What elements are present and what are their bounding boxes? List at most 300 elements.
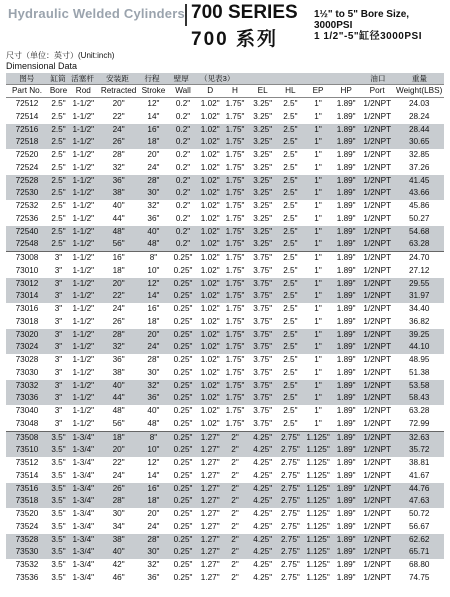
table-cell: 1-3/4" [72, 483, 95, 493]
table-cell: 1.89" [336, 393, 356, 403]
table-cell: 3.5" [51, 483, 66, 493]
table-cell: 73020 [15, 329, 39, 339]
table-cell: 2.5" [51, 226, 66, 236]
table-cell: 36" [147, 572, 160, 582]
table-row [6, 508, 444, 521]
table-cell: 1.75" [225, 316, 245, 326]
table-cell: 73528 [15, 534, 39, 544]
table-cell: 8" [149, 253, 158, 262]
table-cell: 62.62 [408, 534, 430, 544]
table-cell: 18" [147, 496, 160, 506]
table-cell: 2.5" [51, 213, 66, 223]
table-cell: 1.89" [336, 150, 356, 159]
table-cell: 2.5" [283, 213, 298, 223]
table-cell: 2.75" [280, 432, 300, 442]
table-cell: 24.70 [408, 253, 430, 262]
table-cell: 73012 [15, 278, 39, 288]
table-cell: 1.89" [336, 316, 356, 326]
header-cell-cn [224, 73, 250, 84]
table-cell: 0.25" [173, 572, 193, 582]
table-cell: 0.25" [173, 534, 193, 544]
table-cell: 1.02" [200, 304, 220, 313]
header-cell-cn: 安装距 [106, 74, 129, 83]
table-cell: 1.02" [200, 253, 220, 262]
table-cell: 3.5" [51, 470, 66, 480]
table-cell: 16" [147, 483, 160, 493]
table-cell: 20" [112, 445, 125, 455]
table-cell: 1.02" [200, 124, 220, 134]
table-cell: 1.125" [306, 483, 330, 493]
table-cell: 0.25" [173, 418, 193, 428]
table-cell: 1.75" [225, 406, 245, 415]
table-cell: 1-3/4" [72, 572, 95, 582]
table-cell: 1.02" [200, 213, 220, 223]
table-cell: 2" [231, 534, 239, 544]
table-header-en [6, 84, 444, 98]
table-cell: 3" [54, 265, 63, 275]
table-cell: 4.25" [253, 521, 273, 531]
table-cell: 2.5" [283, 304, 298, 313]
table-cell: 3" [54, 380, 63, 390]
table-cell: 34.40 [408, 304, 430, 313]
table-row [6, 238, 444, 251]
table-cell: 1.89" [336, 458, 356, 467]
table-cell: 1.75" [225, 188, 245, 198]
table-row [6, 341, 444, 354]
table-cell: 1" [314, 355, 322, 364]
table-cell: 1.27" [200, 432, 220, 442]
table-cell: 2" [231, 572, 239, 582]
table-cell: 73508 [15, 432, 39, 442]
table-cell: 30" [147, 547, 160, 557]
table-cell: 1" [314, 380, 322, 390]
table-cell: 28" [112, 150, 125, 159]
table-cell: 1-1/2" [72, 380, 95, 390]
table-cell: 3.75" [253, 367, 273, 377]
table-cell: 1-3/4" [72, 445, 95, 455]
table-cell: 1-1/2" [72, 188, 95, 198]
table-cell: 1-1/2" [72, 239, 95, 249]
table-cell: 24" [112, 304, 125, 313]
table-cell: 36.82 [408, 316, 430, 326]
table-cell: 3.75" [253, 304, 273, 313]
table-cell: 20" [112, 278, 125, 288]
table-cell: 3.25" [253, 162, 273, 172]
table-cell: 16" [147, 124, 160, 134]
table-cell: 30.65 [408, 137, 430, 147]
table-cell: 2.5" [283, 265, 298, 275]
table-cell: 1.89" [336, 137, 356, 147]
table-cell: 1.89" [336, 201, 356, 210]
table-cell: 1-1/2" [72, 342, 95, 352]
table-cell: 1.02" [200, 393, 220, 403]
table-cell: 72512 [15, 99, 39, 108]
table-cell: 1/2NPT [363, 201, 392, 210]
table-cell: 1-1/2" [72, 111, 95, 121]
table-cell: 3.75" [253, 393, 273, 403]
table-cell: 1.89" [336, 355, 356, 364]
table-cell: 2.75" [280, 521, 300, 531]
table-cell: 1/2NPT [363, 560, 392, 569]
table-cell: 0.25" [173, 380, 193, 390]
table-cell: 1.125" [306, 521, 330, 531]
table-cell: 72536 [15, 213, 39, 223]
table-cell: 3.75" [253, 380, 273, 390]
table-cell: 1/2NPT [363, 445, 392, 455]
table-cell: 73036 [15, 393, 39, 403]
table-cell: 0.25" [173, 470, 193, 480]
table-cell: 2.5" [51, 150, 66, 159]
table-cell: 3.25" [253, 188, 273, 198]
table-cell: 2.5" [51, 201, 66, 210]
table-cell: 2" [231, 521, 239, 531]
table-cell: 1/2NPT [363, 534, 392, 544]
table-cell: 1/2NPT [363, 496, 392, 506]
table-cell: 3.75" [253, 418, 273, 428]
header-cell-en: Rod [75, 86, 91, 95]
table-cell: 3.25" [253, 213, 273, 223]
table-cell: 3.5" [51, 432, 66, 442]
table-cell: 0.25" [173, 483, 193, 493]
table-cell: 1-1/2" [72, 406, 95, 415]
table-cell: 1.75" [225, 342, 245, 352]
table-cell: 28" [147, 175, 160, 185]
table-row [6, 175, 444, 188]
table-cell: 16" [112, 253, 125, 262]
table-cell: 2.5" [283, 367, 298, 377]
table-cell: 1.89" [336, 188, 356, 198]
table-cell: 2.5" [283, 329, 298, 339]
table-cell: 39.25 [408, 329, 430, 339]
header-cell-cn [250, 73, 278, 84]
table-cell: 18" [147, 316, 160, 326]
table-cell: 3.75" [253, 278, 273, 288]
table-cell: 0.25" [173, 496, 193, 506]
table-cell: 0.25" [173, 265, 193, 275]
header-cell-en: Bore [49, 86, 68, 95]
table-cell: 56.67 [408, 521, 430, 531]
table-cell: 2.5" [283, 201, 298, 210]
table-cell: 1/2NPT [363, 162, 392, 172]
header-cell-en: EP [312, 86, 324, 95]
table-cell: 32" [147, 201, 160, 210]
table-cell: 2.5" [51, 239, 66, 249]
table-cell: 40" [147, 226, 160, 236]
header-cell-cn: 壁厚 [173, 74, 189, 83]
table-cell: 2.5" [283, 124, 298, 134]
table-row [6, 213, 444, 226]
unit-label: 尺寸（单位：英寸）(Unit:inch) [6, 51, 115, 60]
table-cell: 32.63 [408, 432, 430, 442]
table-cell: 0.2" [175, 124, 191, 134]
table-cell: 1" [314, 342, 322, 352]
table-cell: 48.95 [408, 355, 430, 364]
table-cell: 4.25" [253, 509, 273, 518]
table-cell: 1.89" [336, 226, 356, 236]
table-cell: 1.89" [336, 175, 356, 185]
table-cell: 37.26 [408, 162, 430, 172]
table-row [6, 111, 444, 124]
table-cell: 72530 [15, 188, 39, 198]
table-cell: 1.89" [336, 380, 356, 390]
table-cell: 1/2NPT [363, 253, 392, 262]
table-cell: 1-3/4" [72, 432, 95, 442]
table-cell: 3.75" [253, 253, 273, 262]
table-cell: 0.2" [175, 188, 191, 198]
table-cell: 1/2NPT [363, 188, 392, 198]
table-cell: 40" [112, 201, 125, 210]
table-cell: 50.72 [408, 509, 430, 518]
table-cell: 28.44 [408, 124, 430, 134]
header-divider [185, 4, 187, 26]
table-cell: 4.25" [253, 458, 273, 467]
table-cell: 2.5" [283, 316, 298, 326]
table-cell: 1.75" [225, 201, 245, 210]
table-cell: 0.2" [175, 201, 191, 210]
table-cell: 32.85 [408, 150, 430, 159]
table-cell: 2.75" [280, 534, 300, 544]
table-cell: 0.25" [173, 304, 193, 313]
table-cell: 35.72 [408, 445, 430, 455]
table-cell: 73536 [15, 572, 39, 582]
table-cell: 38.81 [408, 458, 430, 467]
table-row [6, 367, 444, 380]
table-cell: 2" [231, 432, 239, 442]
table-cell: 1.125" [306, 534, 330, 544]
table-cell: 1-3/4" [72, 470, 95, 480]
table-cell: 0.25" [173, 316, 193, 326]
table-cell: 0.25" [173, 445, 193, 455]
table-cell: 18" [147, 137, 160, 147]
table-cell: 1" [314, 239, 322, 249]
table-cell: 3.5" [51, 509, 66, 518]
table-cell: 1.75" [225, 253, 245, 262]
table-cell: 28" [147, 355, 160, 364]
table-row [6, 162, 444, 175]
table-cell: 3.25" [253, 150, 273, 159]
table-cell: 73030 [15, 367, 39, 377]
table-cell: 1.89" [336, 124, 356, 134]
table-cell: 46" [112, 572, 125, 582]
table-body [6, 98, 444, 585]
table-cell: 3.75" [253, 316, 273, 326]
table-cell: 3.25" [253, 226, 273, 236]
header-cell-cn [333, 73, 360, 84]
table-cell: 0.2" [175, 137, 191, 147]
table-cell: 3.25" [253, 99, 273, 108]
table-cell: 54.68 [408, 226, 430, 236]
table-cell: 2.5" [51, 162, 66, 172]
table-cell: 0.25" [173, 458, 193, 467]
table-cell: 48" [147, 418, 160, 428]
table-cell: 1/2NPT [363, 304, 392, 313]
table-cell: 12" [147, 458, 160, 467]
table-cell: 14" [147, 111, 160, 121]
table-cell: 1/2NPT [363, 124, 392, 134]
table-row [6, 534, 444, 547]
table-cell: 2.5" [51, 137, 66, 147]
table-cell: 1.89" [336, 213, 356, 223]
table-cell: 1.89" [336, 367, 356, 377]
table-cell: 20" [112, 99, 125, 108]
table-cell: 1" [314, 367, 322, 377]
table-cell: 4.25" [253, 445, 273, 455]
table-row [6, 187, 444, 200]
table-cell: 1" [314, 201, 322, 210]
table-cell: 73518 [15, 496, 39, 506]
table-cell: 1.02" [200, 329, 220, 339]
table-cell: 3" [54, 355, 63, 364]
table-cell: 1-1/2" [72, 304, 95, 313]
table-cell: 1.02" [200, 162, 220, 172]
table-cell: 1/2NPT [363, 432, 392, 442]
table-cell: 3" [54, 291, 63, 301]
header-cell-cn: （见表3） [199, 74, 235, 83]
header-cell-cn: 油口 [370, 74, 386, 83]
table-row [6, 431, 444, 445]
table-cell: 1/2NPT [363, 483, 392, 493]
table-cell: 2.5" [283, 150, 298, 159]
table-cell: 0.25" [173, 521, 193, 531]
table-cell: 2.5" [283, 162, 298, 172]
table-cell: 53.58 [408, 380, 430, 390]
table-cell: 2.5" [51, 111, 66, 121]
table-cell: 3.5" [51, 534, 66, 544]
table-cell: 1.27" [200, 547, 220, 557]
table-cell: 63.28 [408, 239, 430, 249]
table-cell: 3.5" [51, 496, 66, 506]
table-cell: 1/2NPT [363, 213, 392, 223]
header-cell-en: EL [257, 86, 268, 95]
table-cell: 1-1/2" [72, 253, 95, 262]
table-cell: 32" [112, 162, 125, 172]
table-cell: 1/2NPT [363, 316, 392, 326]
table-cell: 44" [112, 393, 125, 403]
table-row [6, 278, 444, 291]
table-cell: 2.5" [283, 188, 298, 198]
table-cell: 3.5" [51, 521, 66, 531]
table-cell: 1.75" [225, 393, 245, 403]
table-cell: 4.25" [253, 534, 273, 544]
table-cell: 28.24 [408, 111, 430, 121]
table-row [6, 354, 444, 367]
table-cell: 29.55 [408, 278, 430, 288]
table-cell: 0.25" [173, 253, 193, 262]
table-cell: 1.02" [200, 291, 220, 301]
table-cell: 4.25" [253, 496, 273, 506]
table-cell: 2.5" [283, 111, 298, 121]
table-cell: 68.80 [408, 560, 430, 569]
table-cell: 30" [147, 188, 160, 198]
table-cell: 1" [314, 188, 322, 198]
table-cell: 2.75" [280, 458, 300, 467]
table-cell: 73016 [15, 304, 39, 313]
table-cell: 1.27" [200, 521, 220, 531]
table-cell: 1.75" [225, 418, 245, 428]
table-cell: 32" [147, 560, 160, 569]
table-row [6, 98, 444, 111]
table-cell: 3.5" [51, 547, 66, 557]
header-cell-en: D [207, 86, 214, 95]
table-cell: 1.75" [225, 175, 245, 185]
table-cell: 73008 [15, 253, 39, 262]
table-cell: 1-1/2" [72, 418, 95, 428]
table-cell: 1/2NPT [363, 418, 392, 428]
table-row [6, 329, 444, 342]
table-cell: 3.75" [253, 329, 273, 339]
table-cell: 24" [112, 470, 125, 480]
table-cell: 72.99 [408, 418, 430, 428]
table-cell: 4.25" [253, 483, 273, 493]
table-cell: 1" [314, 175, 322, 185]
table-cell: 44" [112, 213, 125, 223]
table-cell: 24" [112, 124, 125, 134]
table-cell: 1.27" [200, 470, 220, 480]
table-cell: 22" [112, 111, 125, 121]
table-cell: 1" [314, 418, 322, 428]
table-cell: 1.125" [306, 509, 330, 518]
table-cell: 2.75" [280, 560, 300, 569]
table-cell: 14" [147, 291, 160, 301]
table-cell: 3.5" [51, 572, 66, 582]
table-row [6, 200, 444, 213]
table-cell: 2.5" [51, 124, 66, 134]
table-cell: 4.25" [253, 432, 273, 442]
table-cell: 2.5" [283, 99, 298, 108]
table-cell: 38" [112, 534, 125, 544]
table-cell: 38" [112, 188, 125, 198]
table-cell: 73510 [15, 445, 39, 455]
table-cell: 2.5" [283, 226, 298, 236]
table-cell: 3" [54, 253, 63, 262]
table-row [6, 572, 444, 585]
table-cell: 14" [147, 470, 160, 480]
table-cell: 1.02" [200, 316, 220, 326]
table-cell: 1-1/2" [72, 175, 95, 185]
table-cell: 1.27" [200, 534, 220, 544]
table-cell: 1.02" [200, 380, 220, 390]
table-cell: 1.27" [200, 445, 220, 455]
table-row [6, 226, 444, 239]
table-cell: 1/2NPT [363, 547, 392, 557]
header-cell-cn: 行程 [144, 74, 160, 83]
table-row [6, 521, 444, 534]
table-cell: 10" [147, 265, 160, 275]
table-cell: 72516 [15, 124, 39, 134]
table-cell: 2.75" [280, 483, 300, 493]
table-cell: 0.25" [173, 509, 193, 518]
table-row [6, 405, 444, 418]
table-cell: 1.75" [225, 137, 245, 147]
table-cell: 1.89" [336, 470, 356, 480]
table-cell: 73028 [15, 355, 39, 364]
table-row [6, 418, 444, 431]
table-cell: 2.5" [283, 355, 298, 364]
table-cell: 3.25" [253, 111, 273, 121]
table-cell: 1.02" [200, 226, 220, 236]
table-cell: 73514 [15, 470, 39, 480]
table-cell: 40" [147, 406, 160, 415]
table-cell: 2.5" [283, 278, 298, 288]
table-cell: 65.71 [408, 547, 430, 557]
table-cell: 45.86 [408, 201, 430, 210]
table-cell: 0.25" [173, 329, 193, 339]
table-cell: 1.125" [306, 547, 330, 557]
table-cell: 2.5" [283, 406, 298, 415]
header-cell-en: Port [369, 86, 385, 95]
table-cell: 1/2NPT [363, 509, 392, 518]
table-cell: 1-1/2" [72, 291, 95, 301]
